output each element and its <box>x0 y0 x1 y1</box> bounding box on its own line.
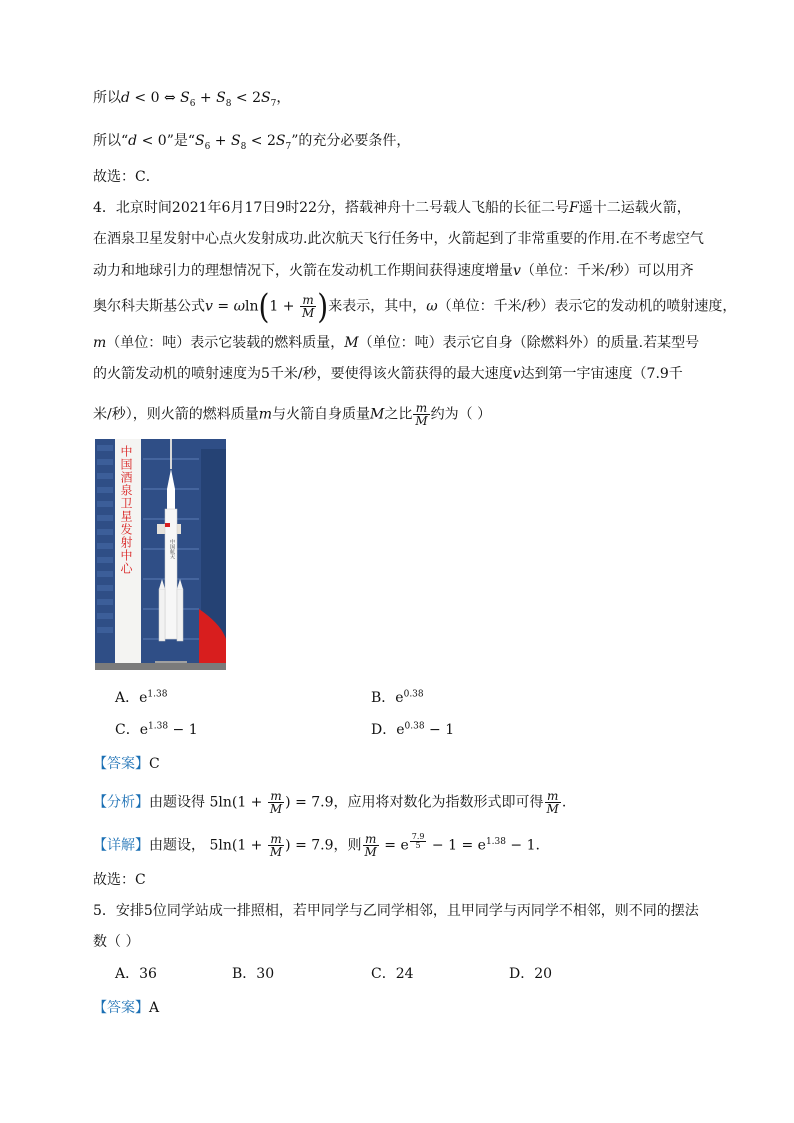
q4-line-1: 4．北京时间2021年6月17日9时22分，搭载神舟十二号载人飞船的长征二号F遥十二运载火箭， <box>93 200 691 216</box>
q5-option-b[interactable]: B．30 <box>232 966 275 982</box>
rocket-launch-illustration <box>95 439 226 670</box>
q4-detail: 【详解】由题设， 5ln(1 + $\frac{m}{M}$ ) = 7.9，则 $\frac{m}{M}$ = e $^{\frac{7.9}{5}}$ − $1 = e^{1.38} - 1$. <box>93 832 540 860</box>
proof-line-2: 所以“d < 0”是“$S_6 + S_8 < 2S_7$”的充分必要条件， <box>93 133 411 152</box>
rocket-launch-photo <box>95 439 226 670</box>
q4-option-d[interactable]: D．$e^{0.38} - 1$ <box>371 721 455 738</box>
q4-answer: 【答案】C <box>93 756 160 772</box>
q4-option-c[interactable]: C．$e^{1.38} - 1$ <box>115 721 198 738</box>
q4-line-6: 的火箭发动机的喷射速度为5千米/秒，要使得该火箭获得的最大速度v达到第一宇宙速度（7.9千 <box>93 366 683 382</box>
q5-option-c[interactable]: C．24 <box>371 966 414 982</box>
q4-choose: 故选：C <box>93 872 146 888</box>
q4-line-4: 奥尔科夫斯基公式v = ωln(1 + $\frac{m}{M}$ )来表示，其中，ω（单位：千米/秒）表示它的发动机的喷射速度， <box>93 286 737 326</box>
q4-line-3: 动力和地球引力的理想情况下，火箭在发动机工作期间获得速度增量v（单位：千米/秒）可以用齐 <box>93 263 694 279</box>
q4-option-b[interactable]: B．$e^{0.38}$ <box>371 689 424 706</box>
q4-line-2: 在酒泉卫星发射中心点火发射成功.此次航天飞行任务中，火箭起到了非常重要的作用.在不考虑空气 <box>93 231 704 247</box>
q5-answer: 【答案】A <box>93 1000 160 1016</box>
q5-option-d[interactable]: D．20 <box>509 966 553 982</box>
proof-choose: 故选：C． <box>93 169 160 185</box>
proof-line-1: 所以d < 0 ⇔ $S_6 + S_8 < 2S_7$， <box>93 90 291 109</box>
q4-line-7: 米/秒），则火箭的燃料质量m与火箭自身质量M之比 $\frac{m}{M}$ 约为（ ） <box>93 401 492 428</box>
q4-line-5: m（单位：吨）表示它装载的燃料质量，M（单位：吨）表示它自身（除燃料外）的质量.若某型号 <box>93 335 700 351</box>
q5-line-1: 5．安排5位同学站成一排照相，若甲同学与乙同学相邻，且甲同学与丙同学不相邻，则不同的摆法 <box>93 903 699 919</box>
q4-option-a[interactable]: A．$e^{1.38}$ <box>115 689 168 706</box>
vertical-banner-text: 中国酒泉卫星发射中心 <box>119 445 133 575</box>
rocket-body-text: 中国航天 <box>169 539 175 559</box>
q5-line-2: 数（ ） <box>93 934 140 950</box>
q5-option-a[interactable]: A．36 <box>115 966 157 982</box>
q4-analysis: 【分析】由题设得 5ln(1 + $\frac{m}{M}$ ) = 7.9，应用将对数化为指数形式即可得 $\frac{m}{M}$ . <box>93 789 567 816</box>
